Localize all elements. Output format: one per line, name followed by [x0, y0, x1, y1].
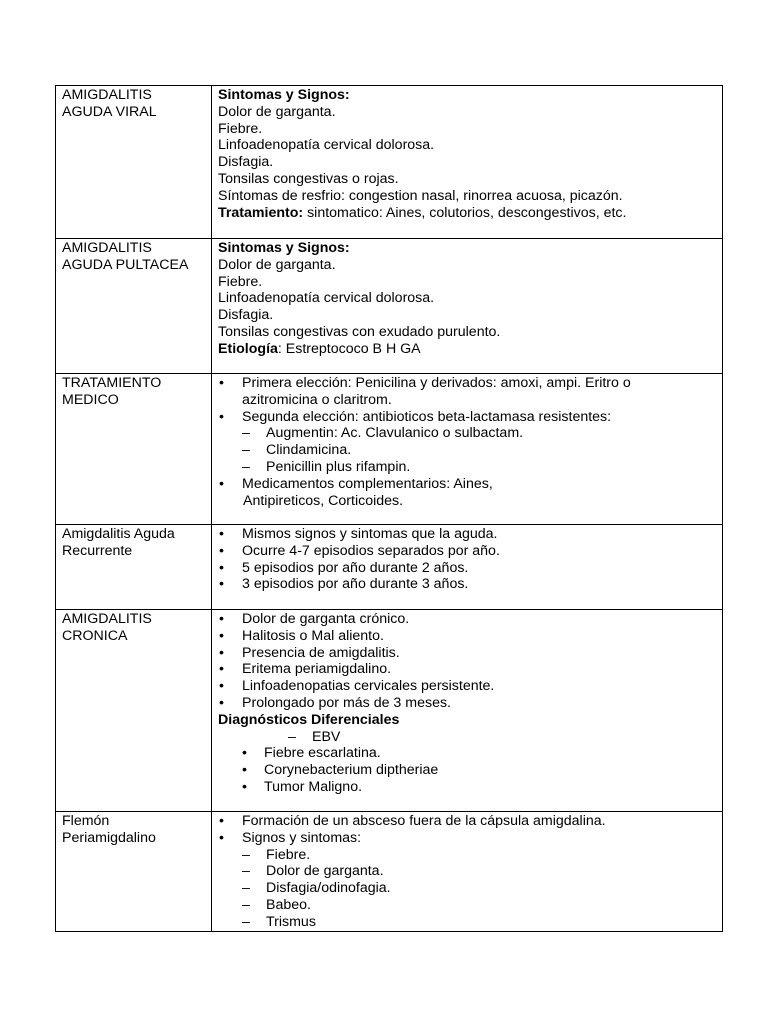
- row-label-cell: [56, 86, 212, 239]
- etiology-line: [218, 341, 716, 358]
- list-item: • Halitosis o Mal aliento.: [218, 628, 716, 645]
- row-label-cell: [56, 610, 212, 812]
- list-item: • 5 episodios por año durante 2 años.: [218, 560, 716, 577]
- row-content-cell: [212, 525, 723, 610]
- list-item: • Dolor de garganta crónico.: [218, 611, 716, 628]
- list-item: • Mismos signos y sintomas que la aguda.: [218, 526, 716, 543]
- table-row: [56, 374, 723, 525]
- bullet-list: [218, 745, 716, 795]
- list-item: – Clindamicina.: [242, 442, 716, 459]
- text-line: Fiebre.: [218, 273, 263, 290]
- list-item: • Prolongado por más de 3 meses.: [218, 695, 716, 712]
- row-label-line: AMIGDALITIS: [62, 87, 152, 103]
- row-label-line: MEDICO: [62, 391, 119, 408]
- list-item: [218, 375, 716, 409]
- treatment-label: Tratamiento:: [218, 204, 304, 221]
- dash-list: [218, 729, 716, 746]
- list-item: – Dolor de garganta.: [242, 863, 716, 880]
- list-item: • Eritema periamigdalino.: [218, 661, 716, 678]
- row-label-cell: [56, 239, 212, 374]
- row-content-cell: [212, 86, 723, 239]
- row-label-cell: [56, 525, 212, 610]
- section-heading: Diagnósticos Diferenciales: [218, 711, 400, 728]
- bullet-list: [218, 813, 716, 847]
- list-item: • Ocurre 4-7 episodios separados por año.: [218, 543, 716, 560]
- list-item: • Formación de un absceso fuera de la cápsula amigdalina.: [218, 813, 716, 830]
- section-heading: Sintomas y Signos:: [218, 87, 350, 103]
- text-line: • Segunda elección: antibioticos beta-lactamasa resistentes:: [242, 408, 612, 425]
- text-line: Dolor de garganta.: [218, 256, 336, 273]
- list-item: • Tumor Maligno.: [240, 779, 716, 796]
- list-item: • Corynebacterium diptheriae: [240, 762, 716, 779]
- bullet-list: [218, 375, 716, 425]
- text-line: Dolor de garganta.: [218, 103, 336, 120]
- list-item: • Linfoadenopatias cervicales persistente.: [218, 678, 716, 695]
- row-label-line: AGUDA VIRAL: [62, 103, 157, 120]
- row-label-line: AGUDA PULTACEA: [62, 256, 189, 273]
- dash-list: [218, 847, 716, 931]
- text-line: azitromicina o claritrom.: [242, 391, 392, 408]
- section-heading: Sintomas y Signos:: [218, 240, 350, 256]
- row-label-line: CRONICA: [62, 627, 128, 644]
- row-label-cell: [56, 812, 212, 932]
- list-item: – Fiebre.: [242, 847, 716, 864]
- etiology-text: : Estreptococo B H GA: [277, 340, 421, 357]
- list-item: – Penicillin plus rifampin.: [242, 459, 716, 476]
- row-label-line: AMIGDALITIS: [62, 240, 152, 256]
- row-label-line: Periamigdalino: [62, 829, 156, 846]
- text-line: • Primera elección: Penicilina y derivados: amoxi, ampi. Eritro o: [242, 375, 631, 391]
- row-label-line: AMIGDALITIS: [62, 611, 152, 627]
- row-label-line: TRATAMIENTO: [62, 375, 162, 391]
- text-line: Disfagia.: [218, 307, 274, 324]
- dash-list: [218, 425, 716, 475]
- table-row: [56, 812, 723, 932]
- table-row: [56, 86, 723, 239]
- row-label-line: Recurrente: [62, 542, 133, 559]
- table-row: [56, 610, 723, 812]
- row-content-cell: [212, 239, 723, 374]
- list-item: – EBV: [288, 729, 716, 746]
- text-line: Fiebre.: [218, 120, 263, 137]
- list-item: – Babeo.: [242, 897, 716, 914]
- text-line: Tonsilas congestivas o rojas.: [218, 170, 399, 187]
- list-item: • 3 episodios por año durante 3 años.: [218, 576, 716, 593]
- list-item: • Signos y sintomas:: [218, 830, 716, 847]
- list-item: – Disfagia/odinofagia.: [242, 880, 716, 897]
- text-line: Disfagia.: [218, 154, 274, 171]
- text-line: Linfoadenopatía cervical dolorosa.: [218, 137, 435, 154]
- etiology-label: Etiología: [218, 340, 278, 357]
- row-content-cell: [212, 812, 723, 932]
- list-item: • Presencia de amigdalitis.: [218, 645, 716, 662]
- list-item: – Augmentin: Ac. Clavulanico o sulbactam.: [242, 425, 716, 442]
- list-item: [218, 409, 716, 426]
- table-row: [56, 239, 723, 374]
- row-content-cell: [212, 610, 723, 812]
- text-line: • Medicamentos complementarios: Aines,: [242, 475, 493, 492]
- text-line: Síntomas de resfrio: congestion nasal, rinorrea acuosa, picazón.: [218, 187, 623, 204]
- row-content-cell: [212, 374, 723, 525]
- text-line: Tonsilas congestivas con exudado purulento.: [218, 323, 501, 340]
- bullet-list: [218, 611, 716, 712]
- table-row: [56, 525, 723, 610]
- row-label-line: Flemón: [62, 813, 110, 829]
- row-label-line: Amigdalitis Aguda: [62, 526, 175, 542]
- treatment-line: [218, 205, 716, 222]
- text-line: Linfoadenopatía cervical dolorosa.: [218, 290, 435, 307]
- list-item: • Fiebre escarlatina.: [240, 745, 716, 762]
- document-table: [55, 85, 723, 932]
- list-item: [218, 476, 716, 493]
- row-label-cell: [56, 374, 212, 525]
- list-item: – Trismus: [242, 914, 716, 931]
- treatment-text: sintomatico: Aines, colutorios, descongestivos, etc.: [303, 204, 627, 221]
- text-line: Antipireticos, Corticoides.: [243, 492, 404, 509]
- bullet-list: [218, 476, 716, 493]
- bullet-list: [218, 526, 716, 593]
